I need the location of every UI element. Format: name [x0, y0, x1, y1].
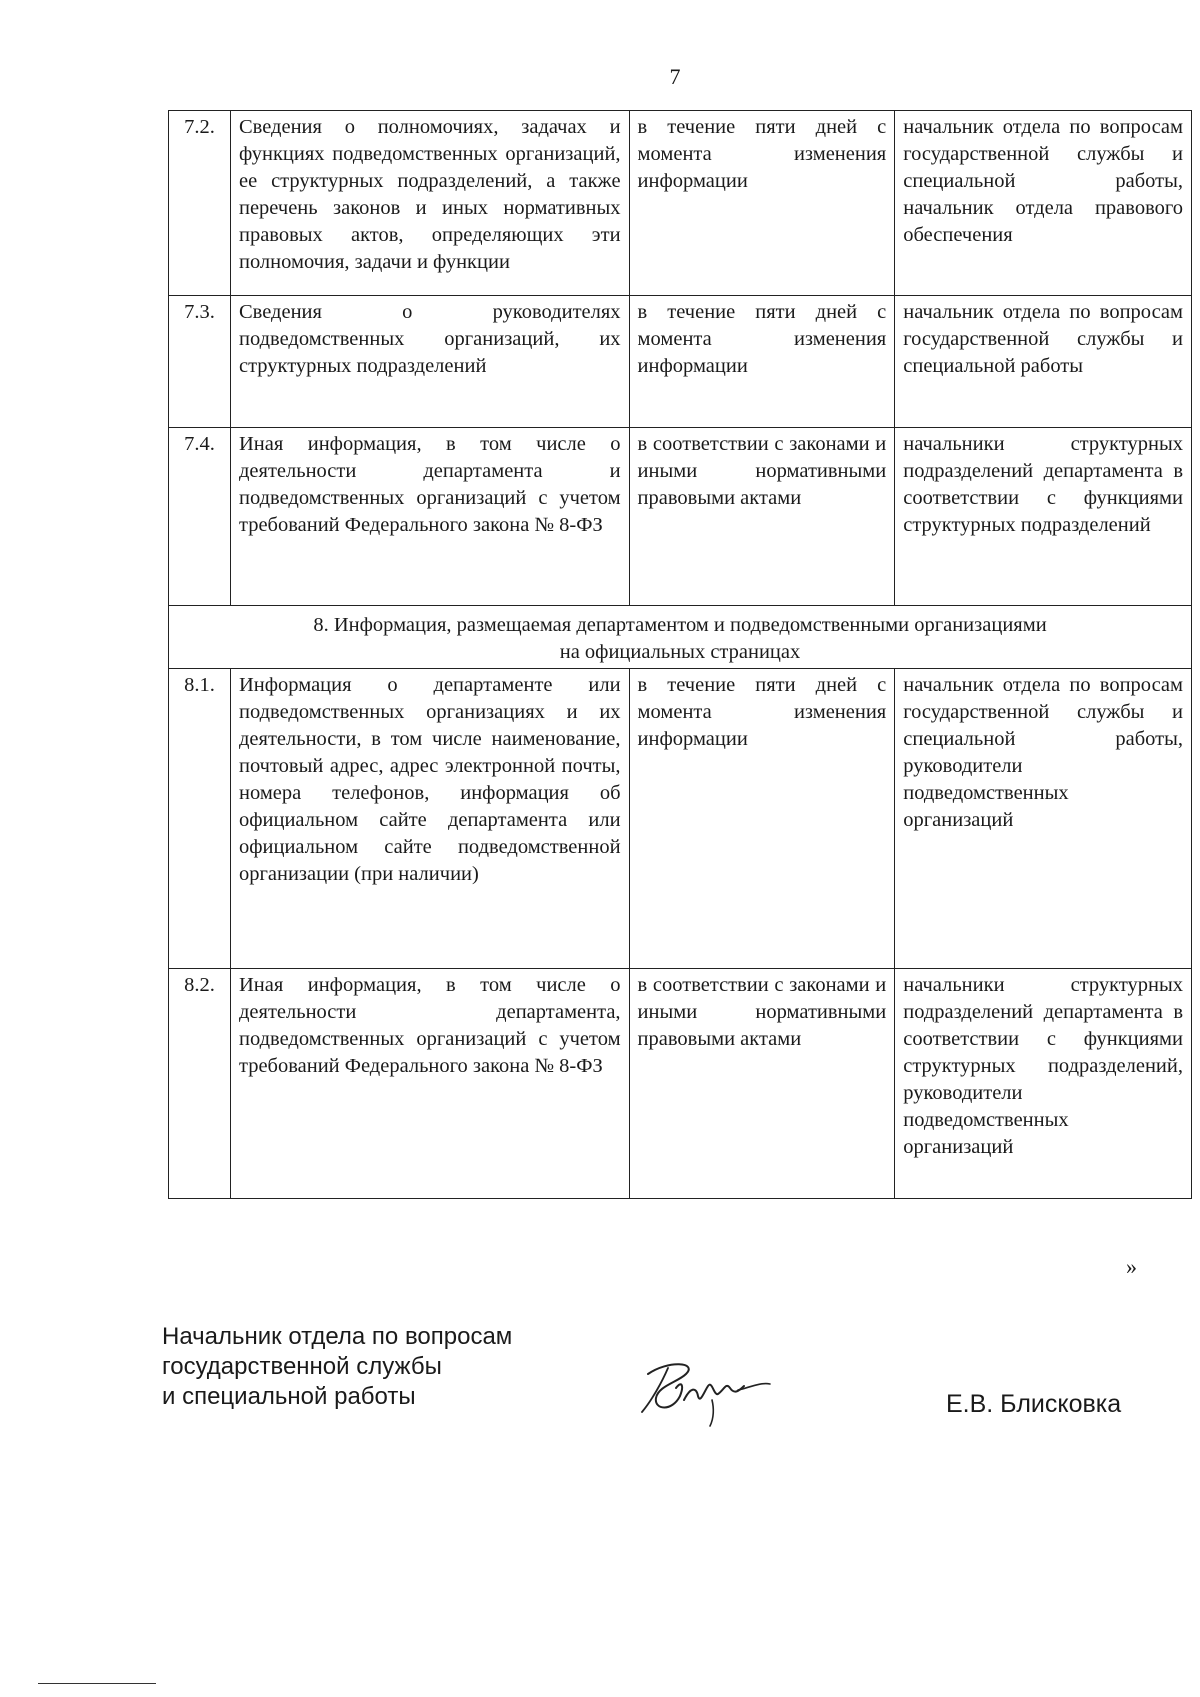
row-period: в соответствии с законами и иными нормативными правовыми актами — [629, 969, 895, 1199]
row-description: Информация о департаменте или подведомственных организациях и их деятельности, в том числе наименование, почтовый адрес, адрес электронной почты, номера телефонов, информация об официальном сайте департамента или официальном сайте подведомственной организации (при наличии) — [230, 669, 629, 969]
row-description: Иная информация, в том числе о деятельности департамента и подведомственных организаций с учетом требований Федерального закона № 8-ФЗ — [230, 428, 629, 606]
row-number: 8.1. — [169, 669, 231, 969]
section-title-line-2: на официальных страницах — [559, 641, 801, 663]
position-line-2: государственной службы — [162, 1353, 442, 1380]
table-row — [169, 969, 1192, 1199]
row-description: Сведения о полномочиях, задачах и функциях подведомственных организаций, ее структурных подразделений, а также перечень законов и иных нормативных правовых актов, определяющих эти полномочия, задачи и функции — [230, 111, 629, 296]
table-row — [169, 669, 1192, 969]
row-period: в соответствии с законами и иными нормативными правовыми актами — [629, 428, 895, 606]
page-number: 7 — [669, 64, 681, 89]
signatory-position — [162, 1322, 512, 1412]
row-responsible: начальник отдела по вопросам государственной службы и специальной работы, руководители подведомственных организаций — [895, 669, 1192, 969]
row-description: Сведения о руководителях подведомственных организаций, их структурных подразделений — [230, 296, 629, 428]
table-row — [169, 296, 1192, 428]
section-8-header — [169, 606, 1192, 669]
position-line-3: и специальной работы — [162, 1383, 416, 1410]
position-line-1: Начальник отдела по вопросам — [162, 1323, 513, 1350]
row-responsible: начальники структурных подразделений департамента в соответствии с функциями структурных подразделений, руководители подведомственных организаций — [895, 969, 1192, 1199]
row-responsible: начальник отдела по вопросам государственной службы и специальной работы, начальник отдела правового обеспечения — [895, 111, 1192, 296]
handwritten-signature — [628, 1352, 778, 1432]
footnote-divider — [38, 1683, 156, 1684]
row-description: Иная информация, в том числе о деятельности департамента, подведомственных организаций с учетом требований Федерального закона № 8-ФЗ — [230, 969, 629, 1199]
row-number: 7.4. — [169, 428, 231, 606]
table-row — [169, 111, 1192, 296]
row-responsible: начальники структурных подразделений департамента в соответствии с функциями структурных подразделений — [895, 428, 1192, 606]
section-8-title — [169, 606, 1192, 669]
row-number: 8.2. — [169, 969, 231, 1199]
closing-quote: » — [1126, 1254, 1137, 1279]
signatory-name: Е.В. Блисковка — [946, 1390, 1122, 1418]
section-title-line-1: 8. Информация, размещаемая департаментом и подведомственными организациями — [313, 614, 1047, 636]
row-period: в течение пяти дней с момента изменения информации — [629, 111, 895, 296]
row-number: 7.3. — [169, 296, 231, 428]
table-row — [169, 428, 1192, 606]
row-number: 7.2. — [169, 111, 231, 296]
row-period: в течение пяти дней с момента изменения информации — [629, 296, 895, 428]
information-table — [168, 110, 1192, 1199]
row-responsible: начальник отдела по вопросам государственной службы и специальной работы — [895, 296, 1192, 428]
row-period: в течение пяти дней с момента изменения информации — [629, 669, 895, 969]
